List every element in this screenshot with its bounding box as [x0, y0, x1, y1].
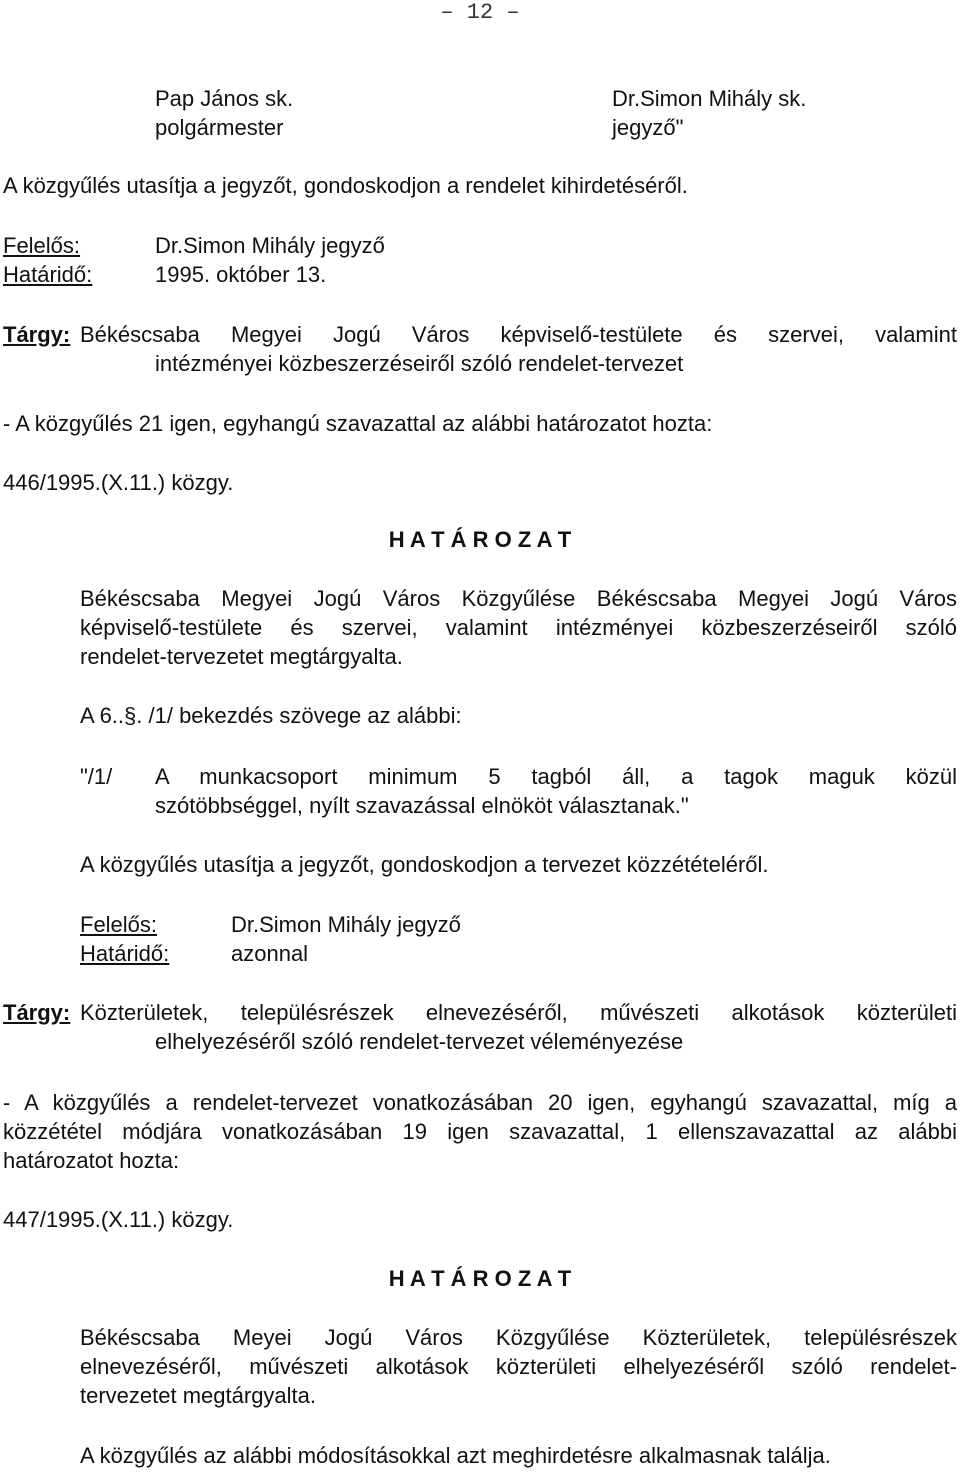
vote-1: - A közgyűlés 21 igen, egyhangú szavazattal az alábbi határozatot hozta: [3, 411, 713, 436]
signature-left-title: polgármester [155, 115, 284, 140]
subject-2-line-1: Közterületek, településrészek elnevezéséről, művészeti alkotások közterületi [80, 1000, 957, 1025]
felelos-value-1: Dr.Simon Mihály jegyző [155, 233, 385, 258]
resolution-number-1: 446/1995.(X.11.) közgy. [3, 470, 234, 495]
hatarido-label-2: Határidő: [80, 941, 170, 966]
targy-label-2: Tárgy: [3, 1000, 71, 1025]
instruction-2: A közgyűlés utasítja a jegyzőt, gondoskodjon a tervezet közzétételéről. [80, 852, 769, 877]
paragraph-reference: A 6..§. /1/ bekezdés szövege az alábbi: [80, 703, 462, 728]
page-number: – 12 – [440, 0, 520, 25]
resolution-1-body-line-3: rendelet-tervezetet megtárgyalta. [80, 644, 403, 669]
quote-marker: "/1/ [80, 764, 113, 789]
resolution-heading-1: H A T Á R O Z A T [388, 527, 572, 552]
instruction-1: A közgyűlés utasítja a jegyzőt, gondoskodjon a rendelet kihirdetéséről. [3, 173, 688, 198]
felelos-label-2: Felelős: [80, 912, 158, 937]
resolution-1-body-line-2: képviselő-testülete és szervei, valamint intézményei közbeszerzéseiről szóló [80, 615, 957, 640]
subject-1-line-2: intézményei közbeszerzéseiről szóló rendelet-tervezet [155, 351, 684, 376]
hatarido-label-1: Határidő: [3, 262, 93, 287]
targy-label-1: Tárgy: [3, 322, 71, 347]
signature-left-name: Pap János sk. [155, 86, 294, 111]
resolution-2-body-line-3: tervezetet megtárgyalta. [80, 1383, 317, 1408]
subject-2-line-2: elhelyezéséről szóló rendelet-tervezet véleményezése [155, 1029, 684, 1054]
final-statement: A közgyűlés az alábbi módosításokkal azt meghirdetésre alkalmasnak találja. [80, 1443, 831, 1468]
signature-right-name: Dr.Simon Mihály sk. [612, 86, 807, 111]
hatarido-value-2: azonnal [231, 941, 309, 966]
vote-2-line-2: közzététel módjára vonatkozásában 19 igen szavazattal, 1 ellenszavazattal az alábbi [3, 1119, 957, 1144]
resolution-1-body-line-1: Békéscsaba Megyei Jogú Város Közgyűlése Békéscsaba Megyei Jogú Város [80, 586, 957, 611]
resolution-2-body-line-1: Békéscsaba Meyei Jogú Város Közgyűlése Közterületek, településrészek [80, 1325, 957, 1350]
quote-line-2: szótöbbséggel, nyílt szavazással elnököt választanak." [155, 793, 689, 818]
subject-1-line-1: Békéscsaba Megyei Jogú Város képviselő-testülete és szervei, valamint [80, 322, 957, 347]
resolution-number-2: 447/1995.(X.11.) közgy. [3, 1207, 234, 1232]
felelos-value-2: Dr.Simon Mihály jegyző [231, 912, 461, 937]
quote-line-1: A munkacsoport minimum 5 tagból áll, a tagok maguk közül [155, 764, 957, 789]
signature-right-title: jegyző" [612, 115, 684, 140]
resolution-2-body-line-2: elnevezéséről, művészeti alkotások közterületi elhelyezéséről szóló rendelet- [80, 1354, 957, 1379]
resolution-heading-2: H A T Á R O Z A T [388, 1266, 572, 1291]
vote-2-line-1: - A közgyűlés a rendelet-tervezet vonatkozásában 20 igen, egyhangú szavazattal, míg a [3, 1090, 957, 1115]
vote-2-line-3: határozatot hozta: [3, 1148, 180, 1173]
felelos-label-1: Felelős: [3, 233, 81, 258]
hatarido-value-1: 1995. október 13. [155, 262, 327, 287]
